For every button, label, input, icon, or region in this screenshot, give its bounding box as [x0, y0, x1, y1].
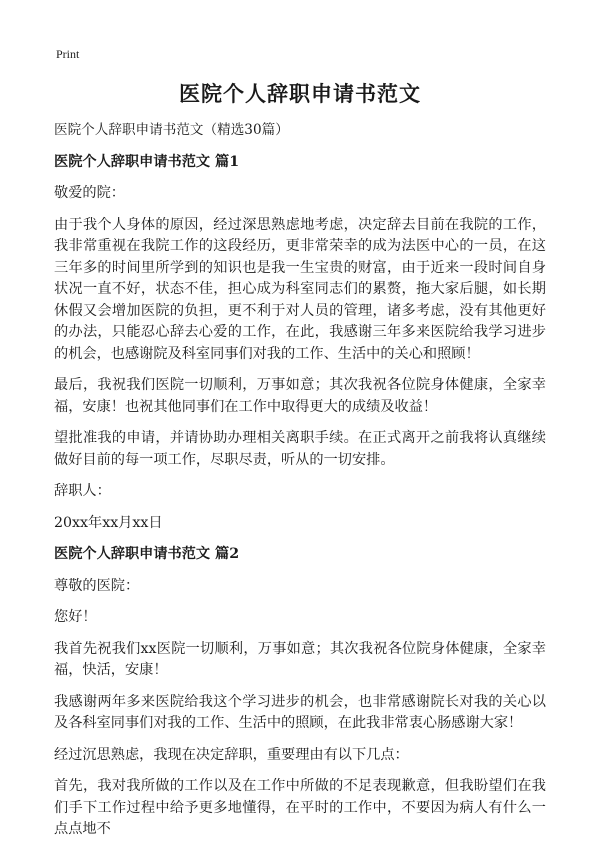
letter2-greeting: 尊敬的医院：	[54, 577, 140, 594]
letter2-paragraph-4: 首先，我对我所做的工作以及在工作中所做的不足表现歉意，但我盼望们在我们手下工作过程中给予更多地懂得，在平时的工作中，不要因为病人有什么一点点地不	[54, 778, 546, 837]
letter2-paragraph-1: 我首先祝我们xx医院一切顺利，万事如意；其次我祝各位院身体健康，全家幸福，快活，安康！	[54, 640, 546, 678]
letter1-paragraph-2: 最后，我祝我们医院一切顺利，万事如意；其次我祝各位院身体健康，全家幸福，安康！也祝其他同事们在工作中取得更大的成绩及收益！	[54, 377, 546, 415]
document-subtitle: 医院个人辞职申请书范文（精选30篇）	[54, 122, 289, 138]
letter2-hello: 您好！	[54, 609, 97, 625]
document-title: 医院个人辞职申请书范文	[179, 81, 421, 106]
letter1-heading: 医院个人辞职申请书范文 篇1	[54, 153, 240, 170]
print-label[interactable]: Print	[56, 47, 80, 61]
letter2-paragraph-2: 我感谢两年多来医院给我这个学习进步的机会，也非常感谢院长对我的关心以及各科室同事们对我的工作、生活中的照顾，在此我非常衷心肠感谢大家！	[54, 693, 546, 731]
letter1-paragraph-1: 由于我个人身体的原因，经过深思熟虑地考虑，决定辞去目前在我院的工作，我非常重视在我院工作的这段经历，更非常荣幸的成为法医中心的一员，在这三年多的时间里所学到的知识也是我一生宝贵的财富，由于近来一段时间自身状况一直不好，状态不佳，担心成为科室同志们的累赘，拖大家后腿，如长期休假又会增加医院的负担，更不利于对人员的管理，诸多考虑，没有其他更好的办法，只能忍心辞去心爱的工作，在此，我感谢三年多来医院给我学习进步的机会，也感谢院及科室同事们对我的工作、生活中的关心和照顾！	[54, 216, 546, 362]
letter1-greeting: 敬爱的院：	[54, 185, 125, 201]
letter2-paragraph-3: 经过沉思熟虑，我现在决定辞职，重要理由有以下几点：	[54, 746, 409, 763]
letter1-date: 20xx年xx月xx日	[54, 514, 163, 531]
letter2-heading: 医院个人辞职申请书范文 篇2	[54, 546, 240, 562]
document-body	[54, 120, 546, 841]
letter1-signature: 辞职人：	[54, 483, 111, 499]
letter1-paragraph-3: 望批准我的申请，并请协助办理相关离职手续。在正式离开之前我将认真继续做好目前的每一项工作，尽职尽责，听从的一切安排。	[54, 430, 546, 468]
